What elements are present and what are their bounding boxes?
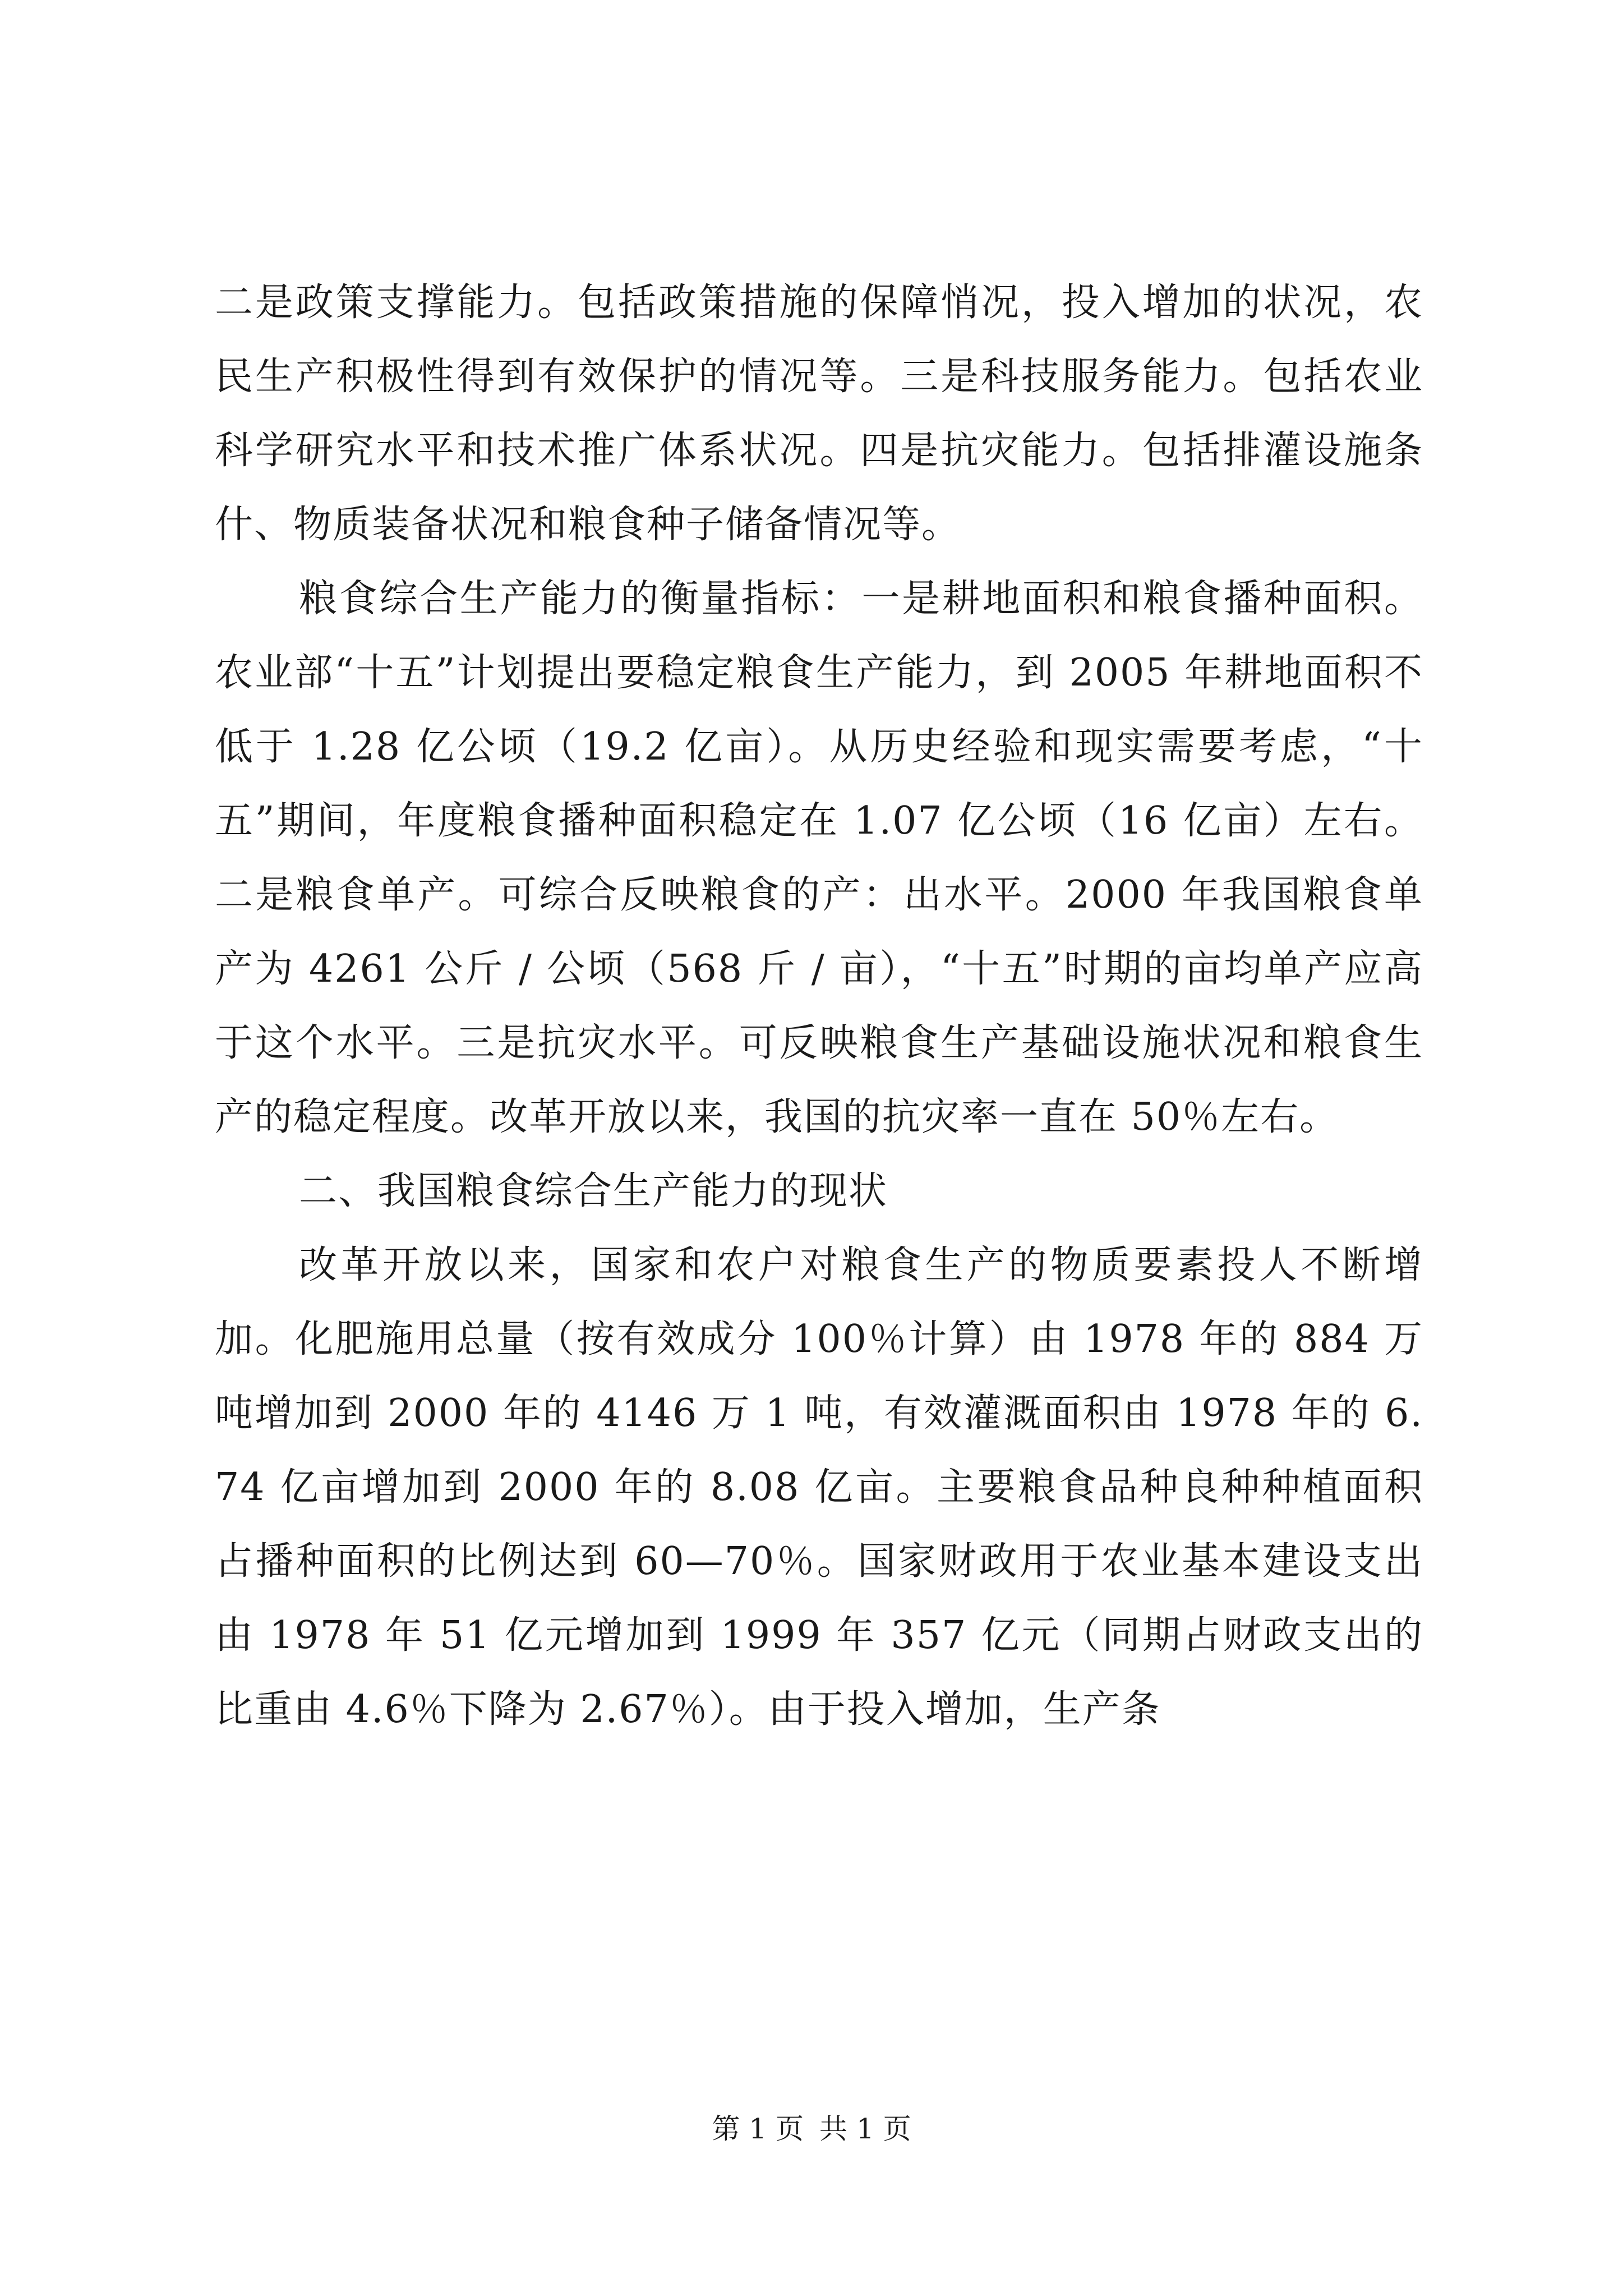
page-number: 第 1 页 [712, 2113, 804, 2145]
page-footer [0, 2112, 1623, 2146]
paragraph-reform-inputs: 改革开放以来，国家和农户对粮食生产的物质要素投人不断增加。化肥施用总量（按有效成分 100％计算）由 1978 年的 884 万吨增加到 2000 年的 4146 万 1 吨，有效灌溉面积由 1978 年的 6.74 亿亩增加到 2000 年的 8.08 亿亩。主要粮食品种良种种植面积占播种面积的比例达到 60—70％。国家财政用于农业基本建设支出由 1978 年 51 亿元增加到 1999 年 357 亿元（同期占财政支出的比重由 4.6％下降为 2.67％）。由于投入增加，生产条 [215, 1243, 1423, 1732]
paragraph-measurement-indicators: 粮食综合生产能力的衡量指标：一是耕地面积和粮食播种面积。农业部“十五”计划提出要稳定粮食生产能力，到 2005 年耕地面积不低于 1.28 亿公顷（19.2 亿亩）。从历史经验和现实需要考虑，“十五”期间，年度粮食播种面积稳定在 1.07 亿公顷（16 亿亩）左右。二是粮食单产。可综合反映粮食的产：出水平。2000 年我国粮食单产为 4261 公斤 / 公顷（568 斤 / 亩），“十五”时期的亩均单产应高于这个水平。三是抗灾水平。可反映粮食生产基础设施状况和粮食生产的稳定程度。改革开放以来，我国的抗灾率一直在 50％左右。 [215, 577, 1423, 1139]
document-body [215, 266, 1423, 1747]
paragraph-policy-capacity: 二是政策支撑能力。包括政策措施的保障悄况，投入增加的状况，农民生产积极性得到有效保护的情况等。三是科技服务能力。包括农业科学研究水平和技术推广体系状况。四是抗灾能力。包括排灌设施条什、物质装备状况和粮食种子储备情况等。 [215, 280, 1423, 547]
section-heading-current-status: 二、我国粮食综合生产能力的现状 [299, 1169, 888, 1213]
page-total: 共 1 页 [819, 2113, 911, 2145]
